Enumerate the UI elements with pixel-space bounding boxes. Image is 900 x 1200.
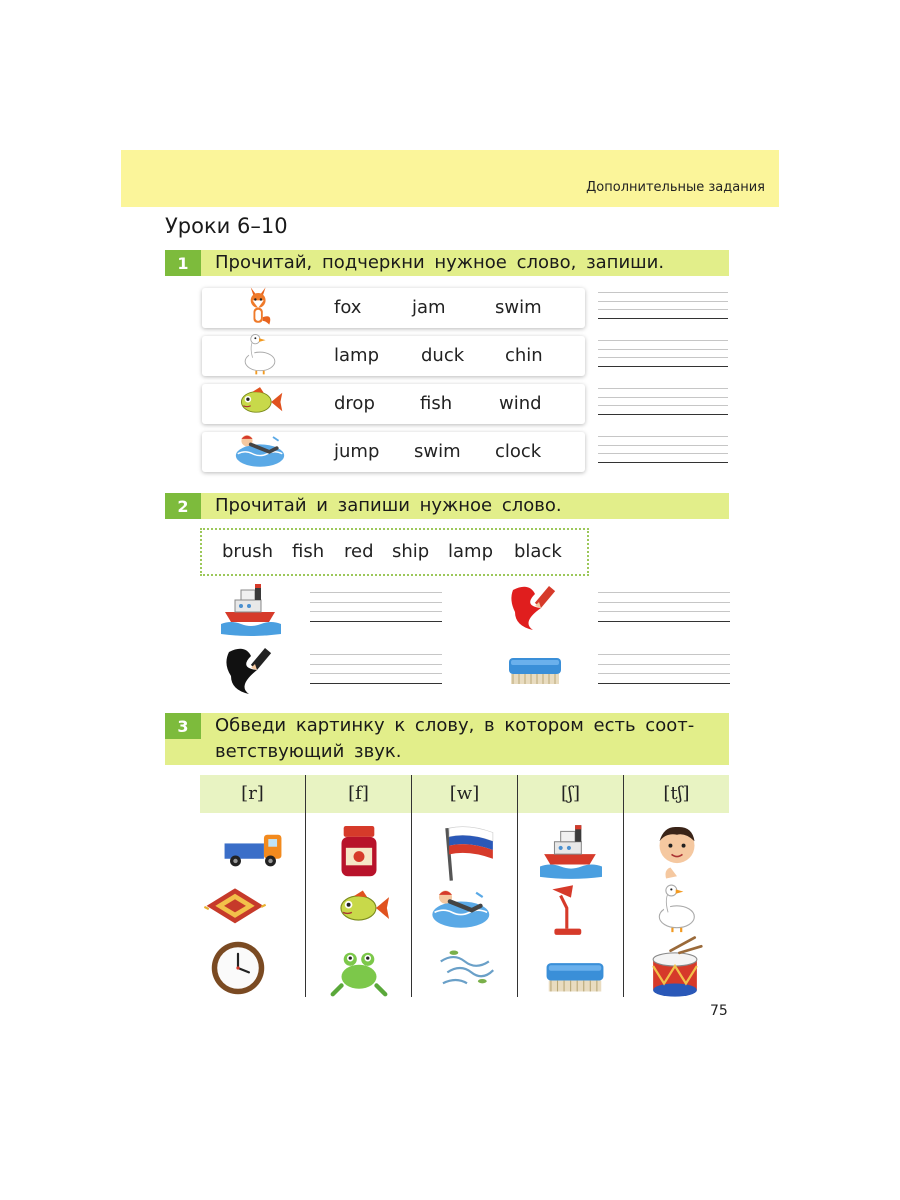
drum-icon[interactable] xyxy=(640,935,710,997)
task2-writing-lines-2[interactable] xyxy=(598,590,730,626)
task1-number: 1 xyxy=(165,250,201,276)
task2-writing-lines-1[interactable] xyxy=(310,590,442,626)
task2-word-box xyxy=(200,528,589,576)
task2-number: 2 xyxy=(165,493,201,519)
task1-card-2 xyxy=(202,336,585,376)
card-word[interactable]: jump xyxy=(334,441,380,462)
card-word[interactable]: jam xyxy=(412,297,446,318)
task3-number: 3 xyxy=(165,713,201,739)
column-divider xyxy=(623,775,624,997)
column-divider xyxy=(517,775,518,997)
card-word[interactable]: lamp xyxy=(334,345,379,366)
task2-writing-lines-4[interactable] xyxy=(598,652,730,688)
task1-instruction: Прочитай, подчеркни нужное слово, запиши. xyxy=(215,252,665,273)
goose-icon[interactable] xyxy=(644,877,714,939)
wind-icon[interactable] xyxy=(432,937,502,999)
sound-label-sh: [ʃ] xyxy=(561,783,580,804)
boy-icon[interactable] xyxy=(642,819,712,881)
card-word[interactable]: fish xyxy=(420,393,453,414)
clock-icon[interactable] xyxy=(203,937,273,999)
sound-header-row xyxy=(200,775,729,813)
fox-icon xyxy=(232,280,288,332)
task3-instruction-bar xyxy=(165,713,729,765)
section-title: Дополнительные задания xyxy=(586,180,765,195)
box-word: fish xyxy=(292,541,325,562)
sound-label-r: [r] xyxy=(241,783,264,804)
card-word[interactable]: drop xyxy=(334,393,375,414)
card-word[interactable]: clock xyxy=(495,441,542,462)
task2-instruction-bar xyxy=(165,493,729,519)
task2-instruction: Прочитай и запиши нужное слово. xyxy=(215,495,562,516)
card-word[interactable]: swim xyxy=(414,441,461,462)
swimmer-icon[interactable] xyxy=(428,877,498,939)
fish-icon xyxy=(232,376,288,428)
ship-icon xyxy=(216,578,286,638)
sound-label-f: [f] xyxy=(348,783,369,804)
carpet-icon[interactable] xyxy=(200,877,270,939)
column-divider xyxy=(305,775,306,997)
task2-writing-lines-3[interactable] xyxy=(310,652,442,688)
brush-icon xyxy=(500,640,570,700)
lesson-title: Уроки 6–10 xyxy=(165,214,288,238)
card-word[interactable]: wind xyxy=(499,393,542,414)
card-word[interactable]: duck xyxy=(421,345,465,366)
frog-icon[interactable] xyxy=(324,937,394,999)
flag-icon[interactable] xyxy=(436,819,506,881)
swimmer-icon xyxy=(232,424,288,476)
box-word: brush xyxy=(222,541,274,562)
red-scribble-icon xyxy=(502,578,572,638)
header-band xyxy=(121,150,779,207)
lamp-icon[interactable] xyxy=(538,877,608,939)
jam-jar-icon[interactable] xyxy=(324,819,394,881)
black-scribble-icon xyxy=(216,640,286,700)
task1-card-3 xyxy=(202,384,585,424)
goose-icon xyxy=(232,328,288,380)
fish-icon[interactable] xyxy=(330,877,400,939)
sound-label-ch: [tʃ] xyxy=(663,783,690,804)
truck-icon[interactable] xyxy=(218,819,288,881)
task1-instruction-bar xyxy=(165,250,729,276)
box-word: ship xyxy=(392,541,430,562)
sound-table xyxy=(200,775,729,997)
task1-card-4 xyxy=(202,432,585,472)
box-word: lamp xyxy=(448,541,493,562)
task1-card-1 xyxy=(202,288,585,328)
card-word[interactable]: chin xyxy=(505,345,543,366)
box-word: red xyxy=(344,541,374,562)
card-word[interactable]: swim xyxy=(495,297,542,318)
page-number: 75 xyxy=(710,1003,728,1019)
box-word: black xyxy=(514,541,562,562)
task3-instruction-line1: Обведи картинку к слову, в котором есть соот- xyxy=(215,715,695,736)
task3-instruction-line2: ветствующий звук. xyxy=(215,741,402,762)
brush-icon[interactable] xyxy=(540,943,610,1005)
ship-icon[interactable] xyxy=(536,819,606,881)
card-word[interactable]: fox xyxy=(334,297,362,318)
task1-writing-lines[interactable] xyxy=(598,290,728,470)
sound-label-w: [w] xyxy=(449,783,480,804)
column-divider xyxy=(411,775,412,997)
